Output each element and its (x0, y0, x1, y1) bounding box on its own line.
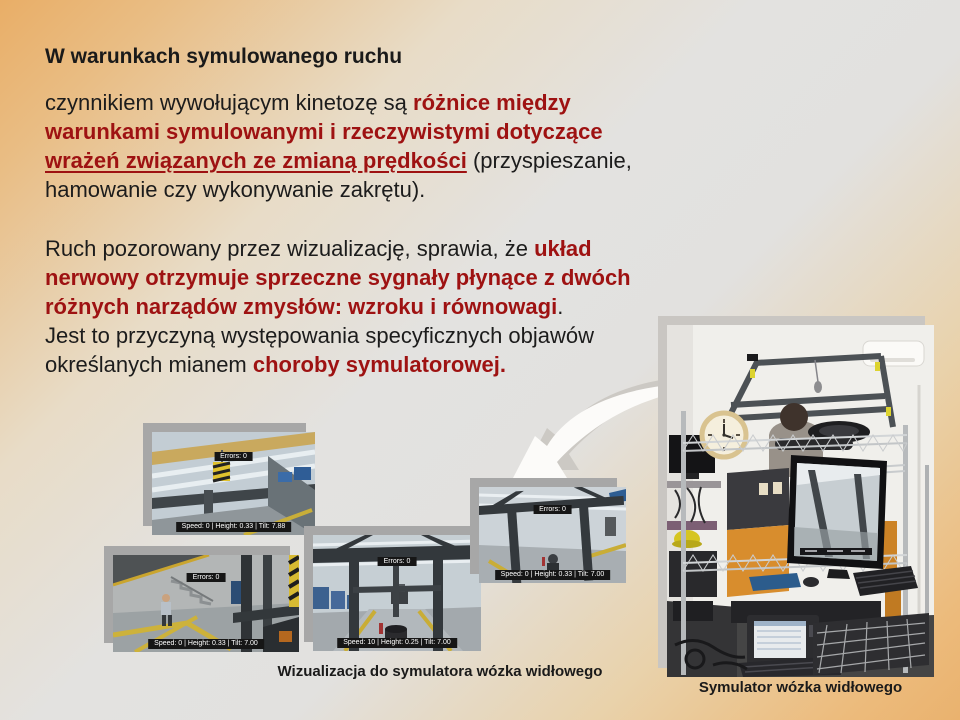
blue-crate (278, 472, 292, 482)
main-monitor (787, 455, 887, 579)
photo-image (667, 325, 934, 677)
background-workstation (667, 435, 721, 621)
curved-arrow-shape (503, 380, 663, 485)
computer-mouse (803, 577, 819, 587)
simulation-screenshot-ceiling (152, 432, 315, 535)
hud-errors: Errors: 0 (214, 452, 253, 461)
simulation-image (479, 487, 626, 583)
warehouse-ceiling-scene (152, 432, 315, 535)
simulation-screenshot-pedestrian (113, 555, 299, 652)
text-run-red: różnice między warunkami symulowanymi i rzeczywistymi dotyczące (45, 90, 603, 144)
text-run-plain: (przyspieszanie, hamowanie czy wykonywanie zakrętu). (45, 148, 632, 202)
slide-title: W warunkach symulowanego ruchu (45, 45, 403, 68)
blue-crate (294, 467, 311, 480)
hazard-stripe-column (289, 555, 299, 607)
caption-simulator: Symulator wózka widłowego (698, 679, 903, 696)
hud-errors: Errors: 0 (187, 573, 226, 582)
simulator-photo (667, 325, 934, 677)
warehouse-aisle-scene (313, 535, 481, 651)
text-run-plain: Ruch pozorowany przez wizualizację, sprawia, że (45, 236, 535, 261)
camera (747, 354, 758, 361)
simulation-screenshot-cage (479, 487, 626, 583)
text-run-red: choroby symulatorowej. (252, 352, 506, 377)
wire-tray (813, 613, 929, 675)
hud-errors: Errors: 0 (378, 557, 417, 566)
warehouse-cage-scene (479, 487, 626, 583)
curved-arrow-icon (503, 380, 663, 485)
hud-status: Speed: 0 | Height: 0.33 | Tilt: 7.00 (148, 639, 264, 649)
paragraph-kinetosis (45, 88, 660, 204)
hud-status: Speed: 0 | Height: 0.33 | Tilt: 7.00 (495, 570, 611, 580)
control-touchscreen (747, 615, 819, 665)
hud-status: Speed: 10 | Height: 0.25 | Tilt: 7.00 (337, 638, 457, 648)
hud-errors: Errors: 0 (533, 505, 572, 514)
simulation-image (152, 432, 315, 535)
hud-status: Speed: 0 | Height: 0.33 | Tilt: 7.88 (176, 522, 292, 532)
simulator-photo-scene (667, 325, 934, 677)
text-run-red-underlined: wrażeń związanych ze zmianą prędkości (45, 148, 467, 173)
distant-door (605, 517, 616, 536)
simulation-image (313, 535, 481, 651)
paragraph-simulator-sickness (45, 234, 660, 379)
simulation-screenshot-aisle (313, 535, 481, 651)
simulation-image (113, 555, 299, 652)
text-run-plain: . (557, 294, 564, 319)
arrow-body (513, 386, 663, 478)
text-run-red: układ nerwowy otrzymuje sprzeczne sygnały płynące z dwóch różnych narządów zmysłów: wzroku i równowagi (45, 236, 631, 319)
text-run-plain: czynnikiem wywołującym kinetozę są (45, 90, 414, 115)
text-run-plain: Jest to przyczyną występowania specyficznych objawów określanych mianem (45, 323, 595, 377)
caption-visualization: Wizualizacja do symulatora wózka widłowego (277, 663, 603, 680)
warehouse-floor-scene (113, 555, 299, 652)
